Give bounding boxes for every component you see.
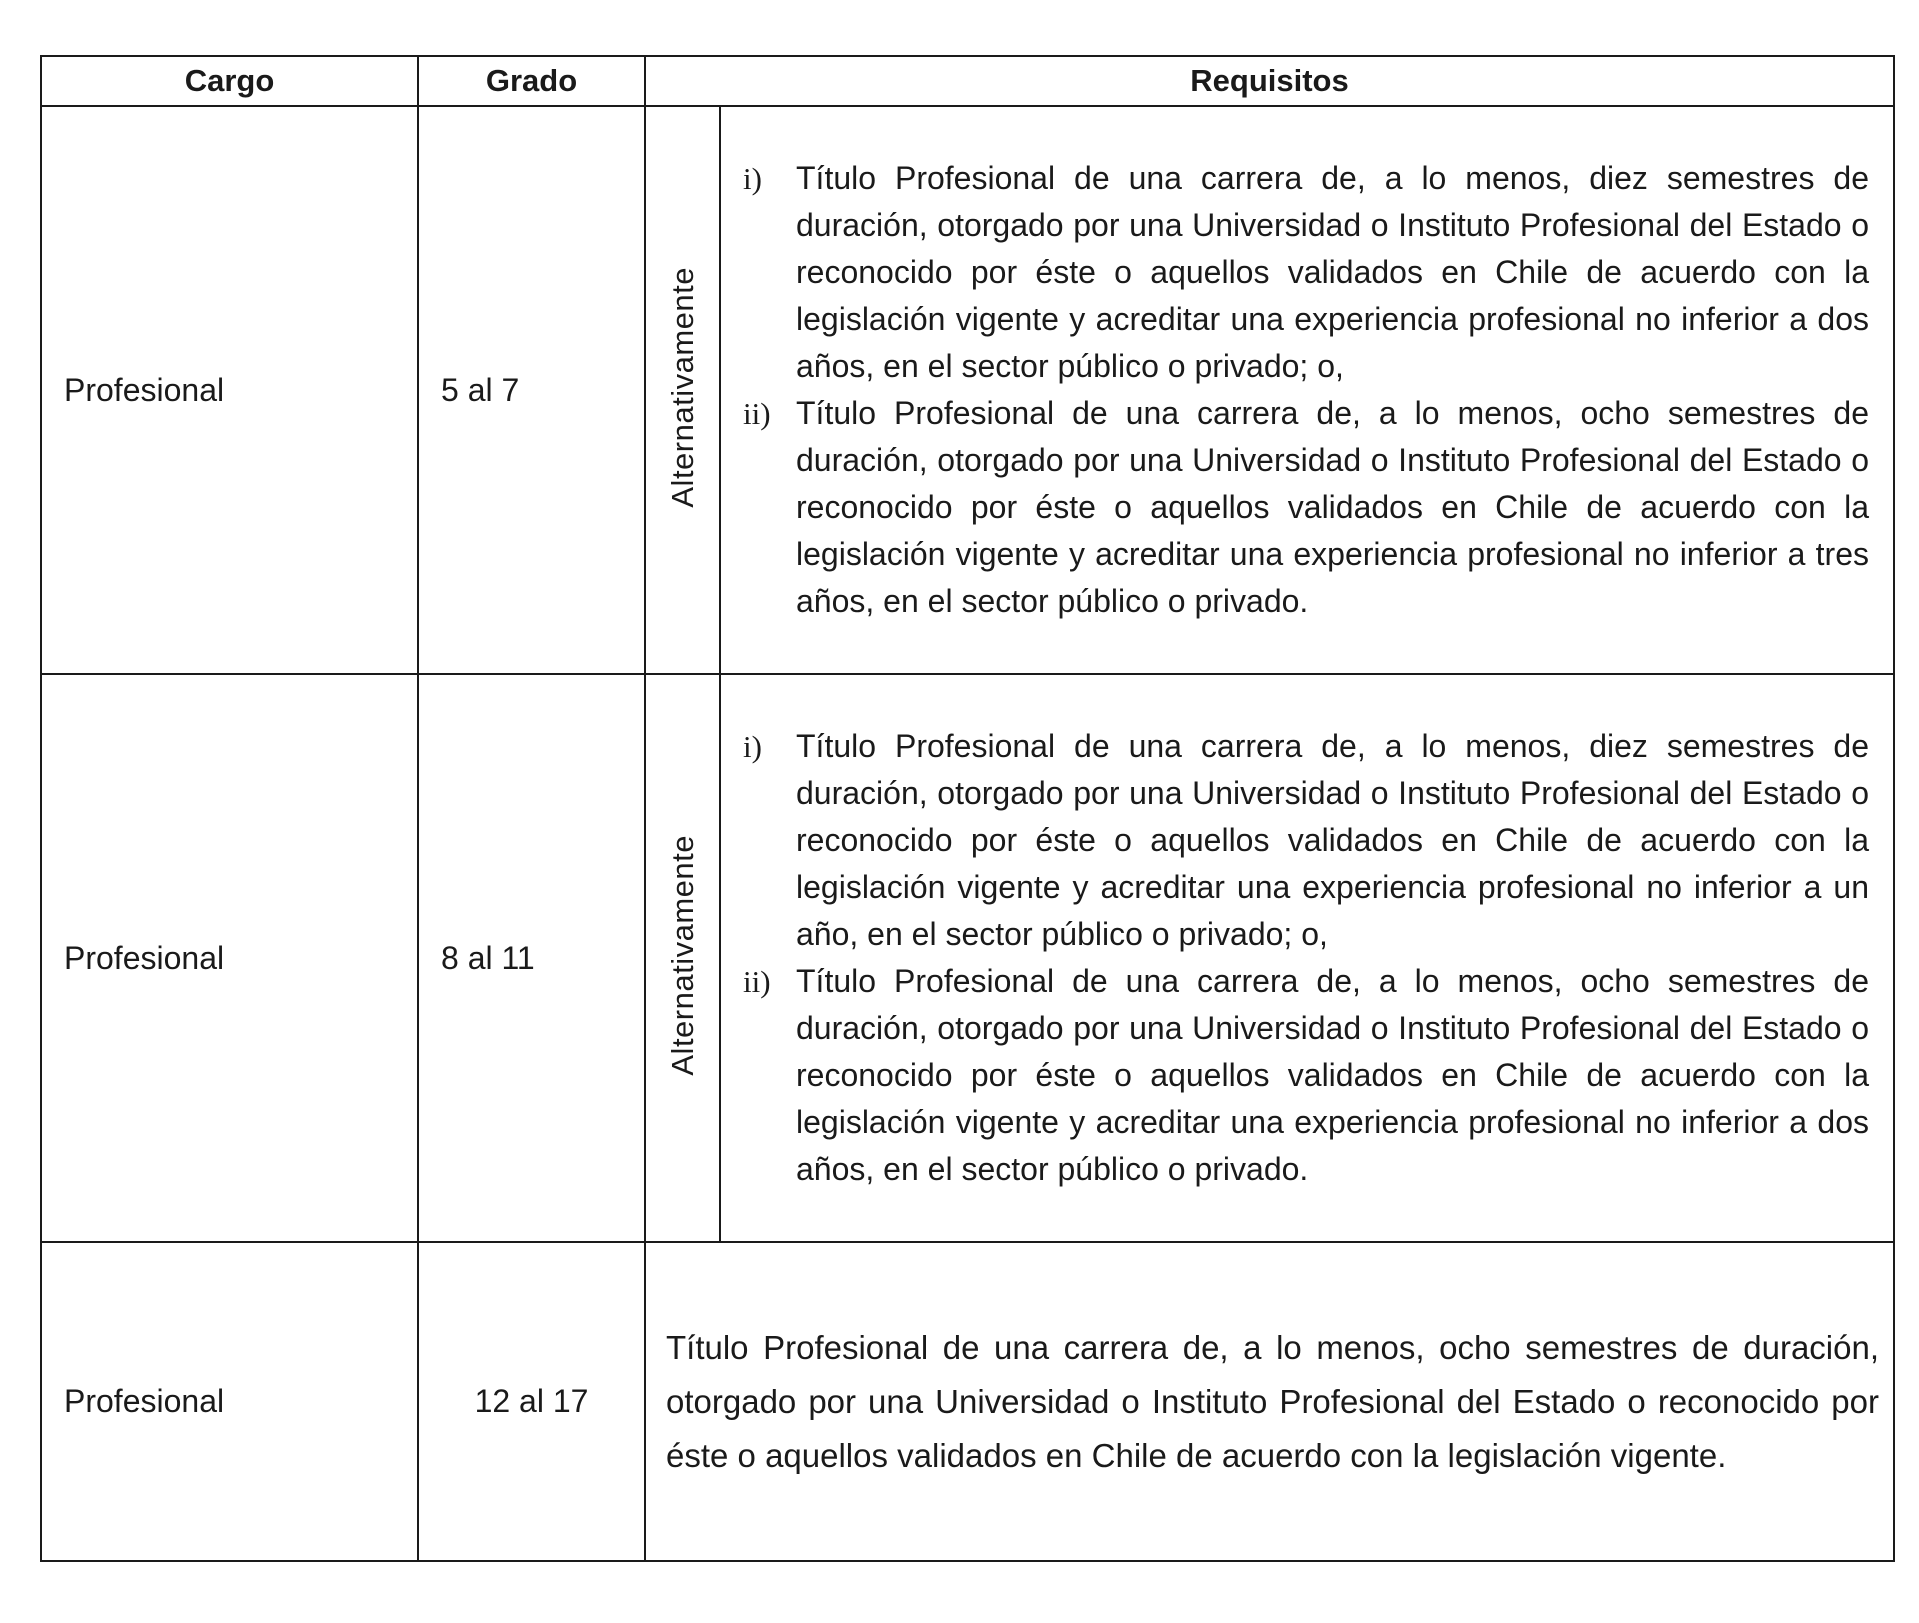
alternativa-cell xyxy=(645,674,720,1242)
cargo-cell: Profesional xyxy=(41,1242,418,1561)
grado-cell: 8 al 11 xyxy=(418,674,645,1242)
requisitos-cell xyxy=(645,1242,1894,1561)
requisito-option xyxy=(743,155,1869,390)
requisitos-cell xyxy=(720,674,1894,1242)
option-marker: ii) xyxy=(743,964,771,999)
grado-cell: 12 al 17 xyxy=(418,1242,645,1561)
table-header-row xyxy=(41,56,1894,106)
table-row xyxy=(41,1242,1894,1561)
option-marker: ii) xyxy=(743,396,771,431)
option-text: Título Profesional de una carrera de, a lo menos, diez semestres de duración, otorgado por una Universidad o Instituto Profesional del Estado o reconocido por éste o aquellos validados en Chile de acuerdo con la legislación vigente y acreditar una experiencia profesional no inferior a un año, en el sector público o privado; o, xyxy=(796,728,1869,952)
requisito-option xyxy=(743,958,1869,1193)
cargo-cell: Profesional xyxy=(41,674,418,1242)
header-requisitos: Requisitos xyxy=(645,56,1894,106)
requirements-table xyxy=(40,55,1895,1562)
table-row xyxy=(41,674,1894,1242)
requisito-option xyxy=(743,390,1869,625)
requisito-option xyxy=(743,723,1869,958)
header-cargo: Cargo xyxy=(41,56,418,106)
alternativa-label: Alternativamente xyxy=(664,267,700,508)
requisitos-cell xyxy=(720,106,1894,674)
alternativa-label: Alternativamente xyxy=(664,835,700,1076)
requisitos-options-list xyxy=(743,155,1869,625)
alternativa-cell xyxy=(645,106,720,674)
option-marker: i) xyxy=(743,729,762,764)
option-text: Título Profesional de una carrera de, a lo menos, ocho semestres de duración, otorgado por una Universidad o Instituto Profesional del Estado o reconocido por éste o aquellos validados en Chile de acuerdo con la legislación vigente y acreditar una experiencia profesional no inferior a tres años, en el sector público o privado. xyxy=(796,395,1869,619)
cargo-cell: Profesional xyxy=(41,106,418,674)
header-grado: Grado xyxy=(418,56,645,106)
requisitos-options-list xyxy=(743,723,1869,1193)
requisito-text: Título Profesional de una carrera de, a lo menos, ocho semestres de duración, otorgado por una Universidad o Instituto Profesional del Estado o reconocido por éste o aquellos validados en Chile de acuerdo con la legislación vigente. xyxy=(666,1328,1879,1474)
grado-cell: 5 al 7 xyxy=(418,106,645,674)
option-marker: i) xyxy=(743,161,762,196)
table-row xyxy=(41,106,1894,674)
option-text: Título Profesional de una carrera de, a lo menos, diez semestres de duración, otorgado por una Universidad o Instituto Profesional del Estado o reconocido por éste o aquellos validados en Chile de acuerdo con la legislación vigente y acreditar una experiencia profesional no inferior a dos años, en el sector público o privado; o, xyxy=(796,160,1869,384)
option-text: Título Profesional de una carrera de, a lo menos, ocho semestres de duración, otorgado por una Universidad o Instituto Profesional del Estado o reconocido por éste o aquellos validados en Chile de acuerdo con la legislación vigente y acreditar una experiencia profesional no inferior a dos años, en el sector público o privado. xyxy=(796,963,1869,1187)
